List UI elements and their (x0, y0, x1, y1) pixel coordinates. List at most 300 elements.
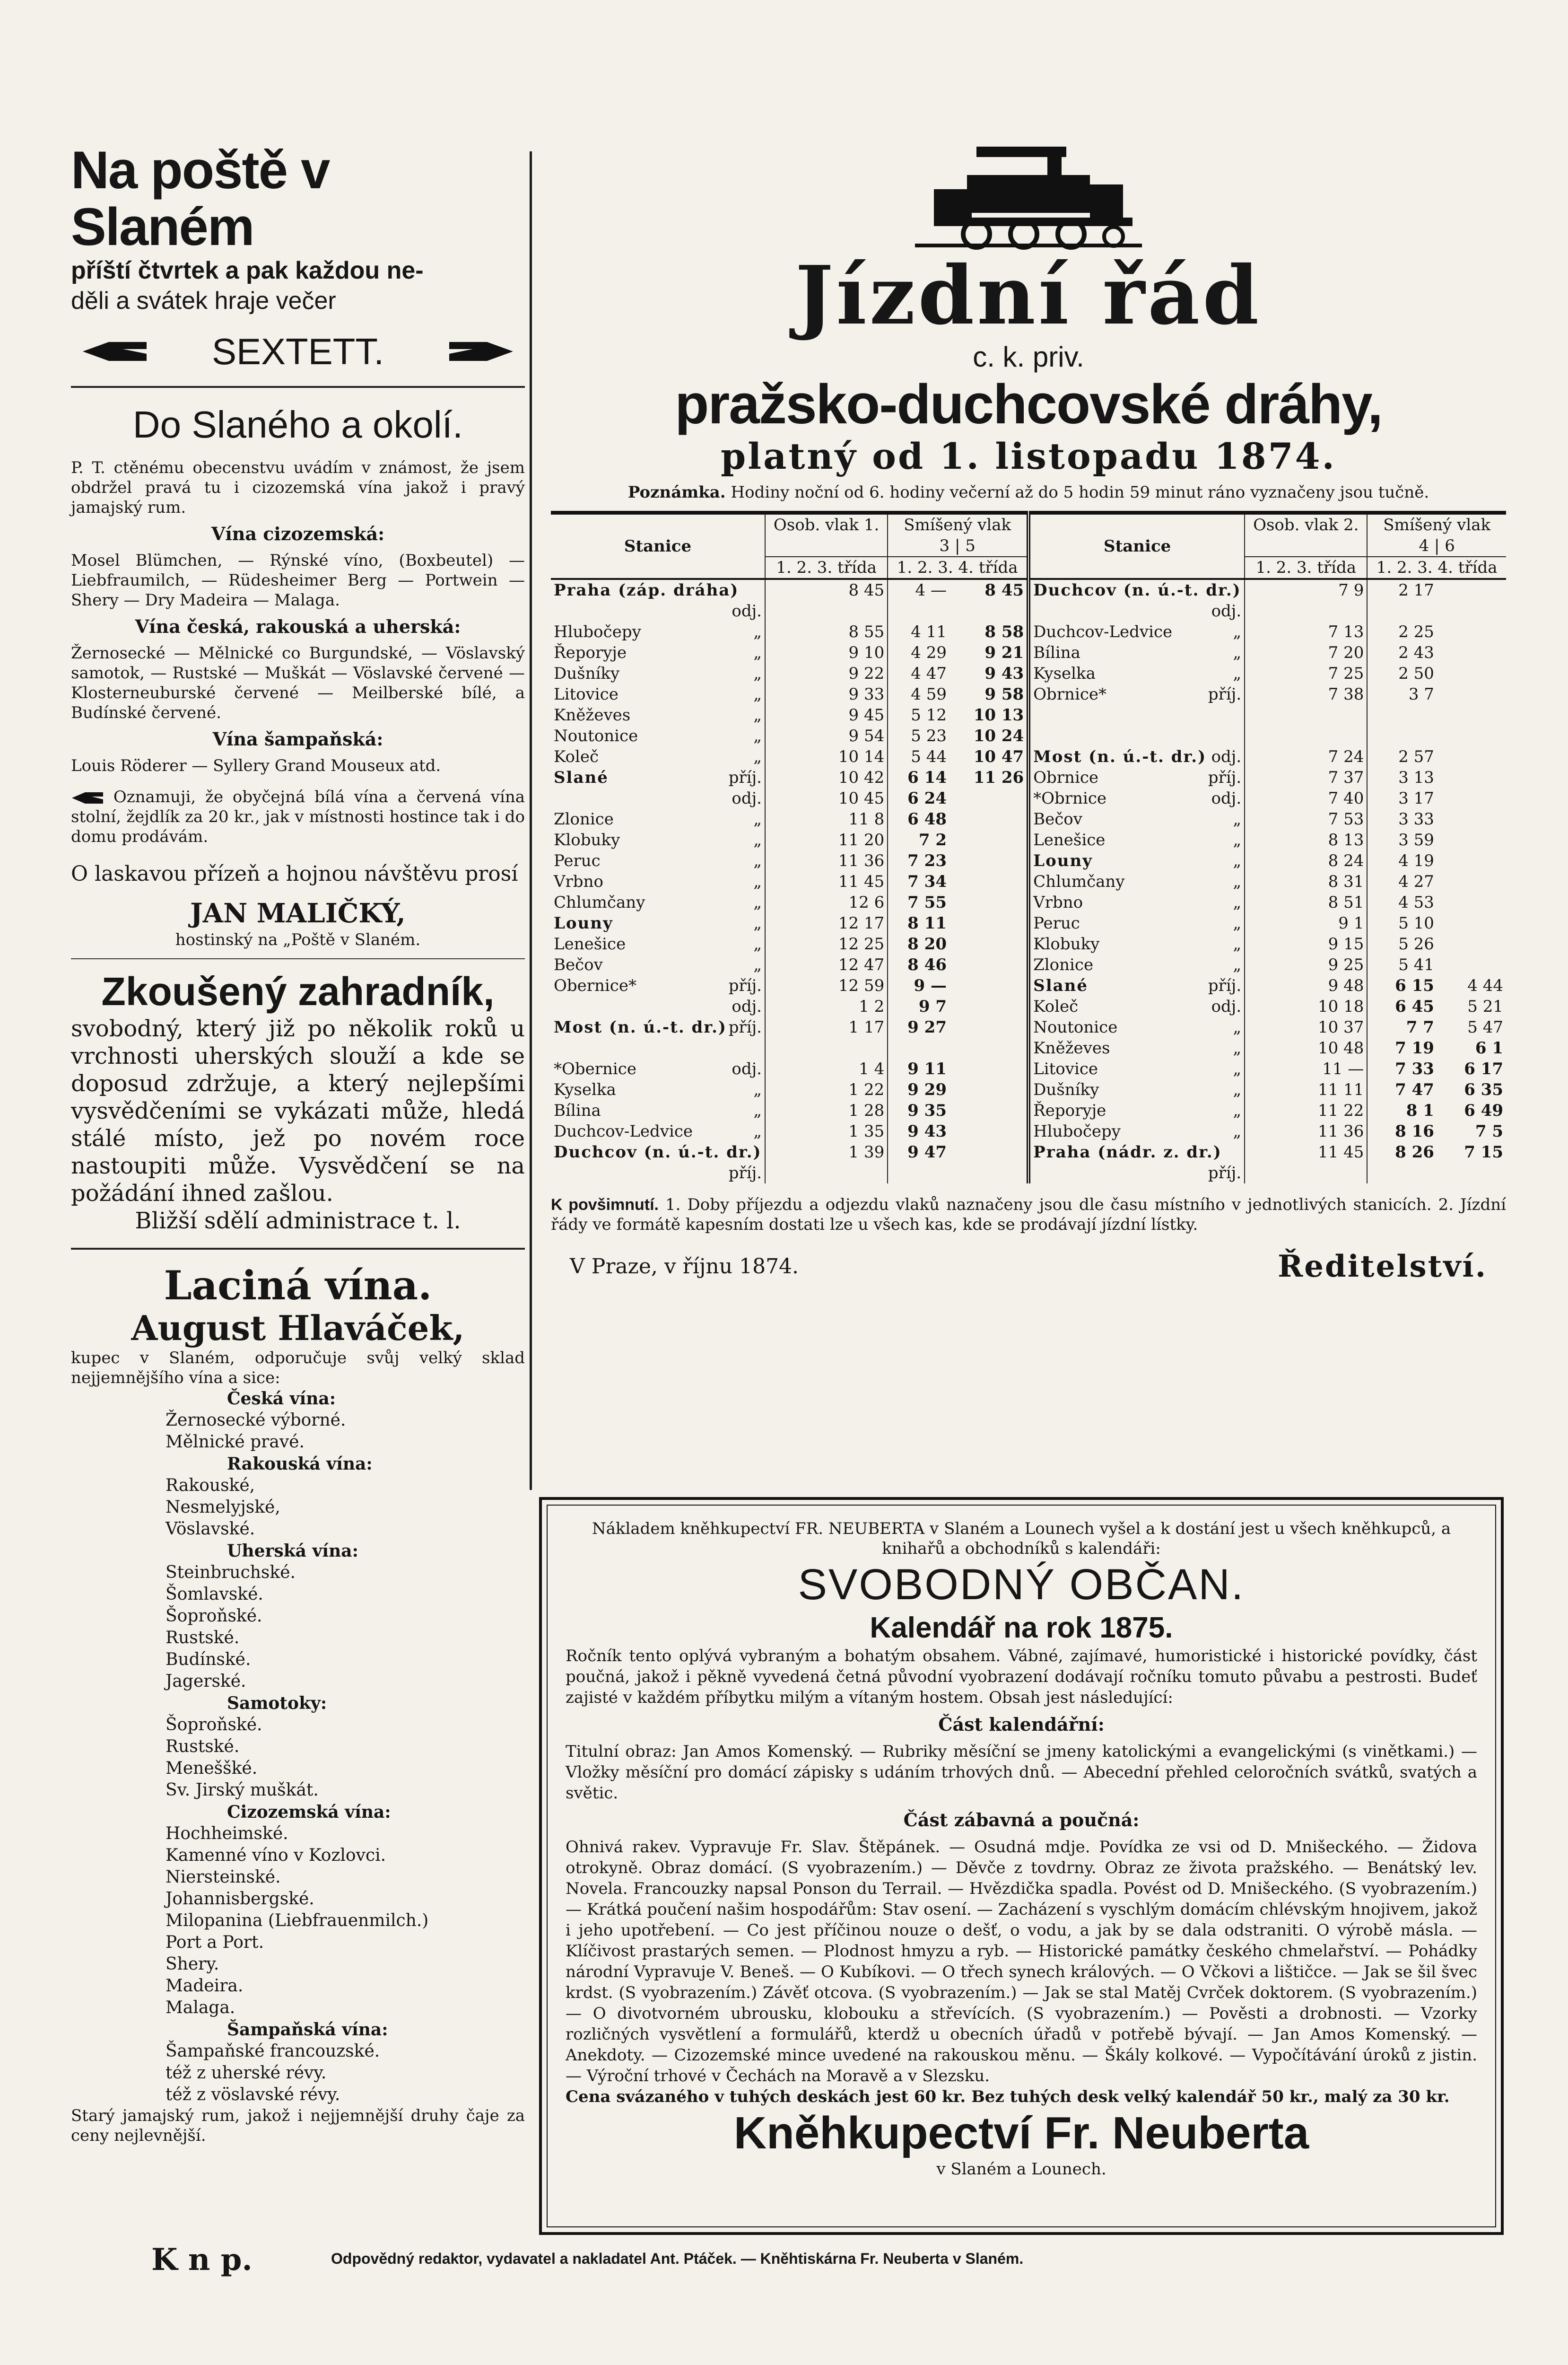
time-cell: 11 26 (950, 767, 1028, 788)
table-row (551, 809, 1506, 830)
station-cell (551, 579, 765, 622)
arrival-departure-mark: odj. (732, 789, 762, 808)
time-cell: 7 20 (1245, 642, 1367, 663)
time-cell: 1 4 (765, 1059, 888, 1079)
time-cell: 10 48 (1245, 1038, 1367, 1059)
time-cell: 11 11 (1245, 1079, 1367, 1100)
col-class-mixed2: 1. 2. 3. 4. třída (1376, 558, 1498, 577)
time-cell: 8 16 (1395, 1122, 1434, 1141)
arrival-departure-mark: příj. (1208, 976, 1242, 995)
wine-group-head: Uherská vína: (227, 1541, 358, 1561)
table-row (551, 996, 1506, 1017)
station-name: Bílina (554, 1101, 601, 1120)
station-name: Klobuky (1033, 935, 1100, 954)
time-cell: 6 15 (1395, 976, 1434, 995)
station-cell (1028, 996, 1245, 1017)
time-cell: 1 39 (765, 1142, 888, 1183)
wine-item: Budínské. (166, 1650, 251, 1669)
col-station-2: Stanice (1028, 513, 1245, 579)
ad-posta-title: Na poště v Slaném (71, 140, 330, 256)
ad-malicky-title: Do Slaného a okolí. (132, 403, 463, 446)
station-cell (551, 642, 765, 663)
time-cell: 4 — (915, 581, 947, 600)
ad-posta-line2: děli a svátek hraje večer (71, 287, 336, 315)
arrival-departure-mark: „ (1233, 1060, 1242, 1078)
col-class-osob2: 1. 2. 3. třída (1245, 557, 1367, 579)
station-name: Most (n. ú.-t. dr.) (1033, 747, 1207, 766)
wine-group-head: Samotoky: (227, 1693, 327, 1713)
box-price: Cena svázaného v tuhých deskách jest 60 kr. Bez tuhých desk velký kalendář 50 kr., malý za 30 kr. (566, 2087, 1450, 2106)
arrival-departure-mark: „ (1233, 643, 1242, 662)
table-row (551, 955, 1506, 975)
station-name: Kyselka (1033, 664, 1096, 683)
arrival-departure-mark: „ (753, 935, 762, 954)
ad-malicky-czech-text: Žernosecké — Mělnické co Burgundské, — Vöslavský samotok, — Rustské — Muškát — Vöslavské červené — Klosterneuburské červené — Meilberské bílé, a Budínské červené. (71, 644, 525, 722)
time-cell: 9 29 (907, 1080, 947, 1099)
time-cell: 9 1 (1245, 913, 1367, 934)
arrival-departure-mark: příj. (1208, 1164, 1242, 1182)
wine-item: Šampaňské francouzské. (166, 2041, 380, 2061)
time-cell: 5 21 (1467, 997, 1503, 1016)
table-row (551, 788, 1506, 809)
time-cell: 8 13 (1245, 830, 1367, 850)
wine-group-head: Šampaňská vína: (227, 2020, 388, 2040)
time-cell: 2 50 (1398, 664, 1434, 683)
station-cell (551, 955, 765, 975)
time-cell (888, 1038, 950, 1059)
table-row (551, 1059, 1506, 1079)
time-cell (950, 850, 1028, 871)
time-cell: 11 36 (765, 850, 888, 871)
wine-item: Meneššké. (166, 1759, 258, 1778)
divider (71, 958, 525, 959)
wine-item: Šoproňské. (166, 1715, 262, 1734)
wine-item: Madeira. (166, 1976, 244, 1996)
time-cell (1245, 726, 1367, 746)
timetable-signature: Ředitelství. (1278, 1249, 1487, 1284)
time-cell: 7 33 (1395, 1060, 1434, 1078)
station-cell (551, 684, 765, 705)
wine-item: Mělnické pravé. (166, 1432, 305, 1452)
time-cell: 9 48 (1245, 975, 1367, 996)
arrival-departure-mark: „ (753, 664, 762, 683)
box-part1: Titulní obraz: Jan Amos Komenský. — Rubriky měsíční se jmeny katolickými a evangelickými (s vinětkami.) — Vložky měsíční pro domácí zápisky s udáním trhových dnů. — Abecední přehled celoročních svátků, svatých a světic. (566, 1742, 1477, 1803)
station-cell (551, 809, 765, 830)
arrival-departure-mark: „ (1233, 872, 1242, 891)
time-cell: 7 24 (1245, 746, 1367, 767)
ad-malicky-notice (71, 787, 525, 847)
station-cell (551, 726, 765, 746)
time-cell (950, 871, 1028, 892)
time-cell (1367, 705, 1437, 726)
time-cell: 8 51 (1245, 892, 1367, 913)
time-cell (950, 1079, 1028, 1100)
arrival-departure-mark: „ (753, 1080, 762, 1099)
time-cell: 11 45 (765, 871, 888, 892)
time-cell: 8 20 (907, 935, 947, 954)
timetable-table (551, 511, 1506, 1183)
footer-text: Odpovědný redaktor, vydavatel a nakladatel Ant. Ptáček. — Kněhtiskárna Fr. Neuberta v Slaném. (331, 2250, 1024, 2267)
time-cell: 1 2 (765, 996, 888, 1017)
time-cell: 8 45 (950, 579, 1028, 622)
station-name: Duchcov (n. ú.-t. dr.) (1033, 581, 1241, 600)
time-cell: 9 43 (907, 1122, 947, 1141)
time-cell: 4 59 (911, 685, 947, 704)
sextett-row (80, 330, 515, 373)
box-publisher-place: v Slaném a Lounech. (936, 2160, 1106, 2179)
time-cell: 7 9 (1245, 579, 1367, 622)
wine-item: Steinbruchské. (166, 1563, 296, 1582)
time-cell: 11 — (1245, 1059, 1367, 1079)
time-cell (950, 892, 1028, 913)
box-publisher: Kněhkupectví Fr. Neuberta (733, 2108, 1309, 2158)
time-cell: 9 43 (950, 663, 1028, 684)
station-cell (1028, 830, 1245, 850)
time-cell (1437, 830, 1506, 850)
station-name: Lenešice (1033, 831, 1106, 850)
station-cell (1028, 767, 1245, 788)
time-cell: 12 47 (765, 955, 888, 975)
time-cell (950, 913, 1028, 934)
table-row (551, 684, 1506, 705)
pointing-hand-icon (80, 333, 151, 370)
time-cell: 6 14 (907, 768, 947, 787)
station-name: Litovice (1033, 1060, 1098, 1078)
arrival-departure-mark: odj. (1211, 789, 1242, 808)
station-cell (551, 1059, 765, 1079)
time-cell: 10 37 (1245, 1017, 1367, 1038)
time-cell: 12 25 (765, 934, 888, 955)
arrival-departure-mark: příj. (728, 976, 762, 995)
ad-malicky-foreign-head: Vína cizozemská: (211, 523, 385, 544)
ad-malicky-champ-head: Vína šampaňská: (212, 728, 383, 750)
ad-malicky-foreign-text: Mosel Blümchen, — Rýnské víno, (Boxbeutel) — Liebfraumilch, — Rüdesheimer Berg — Portwein — Shery — Dry Madeira — Malaga. (71, 551, 525, 610)
box-part2: Ohnivá rakev. Vypravuje Fr. Slav. Štěpánek. — Osudná mdje. Povídka ze vsi od D. Mnišeckého. — Židova otrokyně. Obraz domácí. (S vyobrazením.) — Děvče z tovdrny. Obraz ze života pražského. — Benátský lev. Novela. Francouzky napsal Ponson du Terrail. — Hvězdička spadla. Povést od D. Mnišeckého. (S vyobrazením.) — Krátká poučení našim hospodářům: Stav osení. — Zacházení s vyschlým domácím chlévským hnojivem, jakož i jeho upotřebení. — Co jest příčinou nouze o dešť, o vodu, a jak by se dala odstraniti. O výrobě másla. — Klíčivost prastarých semen. — Plodnost hmyzu a ryb. — Historické památky českého chmelařství. — Pohádky národní Vypravuje V. Beneš. — O Kubíkovi. — O třech synech králových. — O Včkovi a lištičce. — Jak se šil švec krdst. (S vyobrazením.) Závěť otcova. (S vyobrazením.) — Jak se stal Matěj Cvrček doktorem. (S vyobrazením.) — O divotvorném ubrousku, klobouku a střevících. (S vyobrazením.) — Pověsti a drobnosti. — Vzorky rozličných vysvětlení a formulářů, kterdž u obecních úřadů v potřebě bývají. — Jan Amos Komenský. — Anekdoty. — Cizozemské mince uvedené na rakouskou měnu. — Škály kolkové. — Vypočítávání úroků z jistin. — Výroční trhové v Čechách na Moravě a v Slezsku. (566, 1838, 1477, 2085)
wine-item: Šomlavské. (166, 1585, 263, 1604)
time-cell: 8 24 (1245, 850, 1367, 871)
station-name: Duchcov-Ledvice (554, 1122, 693, 1141)
station-name: Obernice* (554, 976, 636, 995)
time-cell: 12 59 (765, 975, 888, 996)
time-cell: 7 34 (907, 872, 947, 891)
station-name: Slané (554, 768, 609, 787)
wine-group-head: Česká vína: (227, 1389, 336, 1409)
time-cell (950, 1100, 1028, 1121)
time-cell: 9 25 (1245, 955, 1367, 975)
station-name: Duchcov-Ledvice (1033, 622, 1173, 641)
wine-item: Jagerské. (166, 1672, 246, 1691)
arrival-departure-mark: odj. (1211, 747, 1242, 766)
table-row (551, 1100, 1506, 1121)
ad-zahradnik-more: Bližší sdělí administrace t. l. (135, 1208, 461, 1234)
ad-hlavacek-title: Laciná vína. (164, 1262, 432, 1309)
arrival-departure-mark: „ (1233, 810, 1242, 829)
arrival-departure-mark: odj. (732, 1060, 762, 1078)
time-cell: 7 2 (918, 831, 947, 850)
time-cell (1437, 579, 1506, 622)
station-cell (551, 975, 765, 996)
arrival-departure-mark: odj. (732, 602, 762, 621)
station-name: Zlonice (554, 810, 614, 829)
station-name: Hlubočepy (1033, 1122, 1121, 1141)
table-row (551, 1142, 1506, 1183)
station-cell (551, 788, 765, 809)
arrival-departure-mark: „ (753, 893, 762, 912)
time-cell: 10 47 (950, 746, 1028, 767)
time-cell: 4 47 (911, 664, 947, 683)
time-cell (1437, 913, 1506, 934)
table-row (551, 746, 1506, 767)
table-row (551, 1121, 1506, 1142)
station-cell (1028, 1079, 1245, 1100)
time-cell (950, 975, 1028, 996)
arrival-departure-mark: příj. (1208, 685, 1242, 704)
time-cell (950, 788, 1028, 809)
station-cell (1028, 1121, 1245, 1142)
station-cell (551, 622, 765, 642)
station-cell (551, 913, 765, 934)
table-row (551, 705, 1506, 726)
station-cell (551, 705, 765, 726)
station-name: Obrnice (1033, 768, 1098, 787)
box-subtitle: Kalendář na rok 1875. (870, 1612, 1173, 1644)
station-name: Klobuky (554, 831, 620, 850)
time-cell: 8 11 (907, 914, 947, 933)
time-cell (950, 955, 1028, 975)
table-row (551, 934, 1506, 955)
col-osob1: Osob. vlak 1. (765, 513, 888, 557)
col-mixed1: Smíšený vlak 3 | 5 (888, 513, 1028, 557)
time-cell (1437, 871, 1506, 892)
time-cell: 10 14 (765, 746, 888, 767)
wine-group-head: Cizozemská vína: (227, 1802, 391, 1822)
wine-item: Vöslavské. (166, 1519, 255, 1539)
time-cell: 9 — (914, 976, 947, 995)
time-cell (1437, 892, 1506, 913)
arrival-departure-mark: odj. (1211, 602, 1242, 621)
arrival-departure-mark: odj. (732, 997, 762, 1016)
time-cell: 3 33 (1398, 810, 1434, 829)
time-cell: 6 35 (1464, 1080, 1503, 1099)
timetable-place-date: V Praze, v říjnu 1874. (570, 1254, 799, 1279)
station-cell (1028, 892, 1245, 913)
time-cell: 7 15 (1464, 1143, 1503, 1162)
time-cell: 2 25 (1398, 622, 1434, 641)
time-cell (1437, 955, 1506, 975)
time-cell: 4 53 (1398, 893, 1434, 912)
station-name: Most (n. ú.-t. dr.) (554, 1018, 727, 1037)
time-cell: 9 21 (950, 642, 1028, 663)
timetable-title: Jízdní řád (795, 248, 1262, 343)
time-cell: 12 6 (765, 892, 888, 913)
time-cell: 9 54 (765, 726, 888, 746)
time-cell: 10 24 (950, 726, 1028, 746)
time-cell: 1 22 (765, 1079, 888, 1100)
time-cell: 8 46 (907, 955, 947, 974)
time-cell: 10 13 (950, 705, 1028, 726)
time-cell: 5 47 (1467, 1018, 1503, 1037)
station-name: Lenešice (554, 935, 626, 954)
wine-group-head: Rakouská vína: (227, 1454, 373, 1474)
col-osob2: Osob. vlak 2. (1245, 513, 1367, 557)
time-cell: 7 23 (907, 851, 947, 870)
time-cell: 7 13 (1245, 622, 1367, 642)
station-name: Peruc (1033, 914, 1080, 933)
time-cell: 5 26 (1398, 935, 1434, 954)
timetable-body (551, 579, 1506, 1183)
time-cell: 5 23 (911, 727, 947, 745)
arrival-departure-mark: příj. (728, 1018, 762, 1037)
station-name: Litovice (554, 685, 618, 704)
station-cell (1028, 622, 1245, 642)
time-cell: 7 25 (1245, 663, 1367, 684)
ad-malicky (71, 401, 525, 950)
wine-item: Shery. (166, 1954, 219, 1974)
calendar-ad-box (539, 1497, 1504, 2235)
time-cell: 1 17 (765, 1017, 888, 1038)
station-cell (1028, 850, 1245, 871)
table-row (551, 1038, 1506, 1059)
sextett-label: SEXTETT. (211, 331, 384, 372)
wine-item: Rustské. (166, 1737, 240, 1756)
station-name: Bečov (554, 955, 603, 974)
station-name: Louny (554, 914, 613, 933)
arrival-departure-mark: „ (753, 747, 762, 766)
time-cell: 7 53 (1245, 809, 1367, 830)
footer-mark: K n p. (151, 2242, 253, 2277)
timetable-footnote (551, 1195, 1506, 1235)
time-cell: 4 29 (911, 643, 947, 662)
station-name: Praha (nádr. z. dr.) (1033, 1143, 1222, 1162)
station-cell (551, 1142, 765, 1183)
table-row (551, 975, 1506, 996)
time-cell (1437, 746, 1506, 767)
station-cell (1028, 1142, 1245, 1183)
time-cell: 4 19 (1398, 851, 1434, 870)
time-cell: 8 1 (1406, 1101, 1434, 1120)
ad-malicky-notice-text: Oznamuji, že obyčejná bílá vína a červená vína stolní, žejdlík za 20 kr., jak v místnosti hostince tak i do domu prodávám. (71, 788, 525, 846)
time-cell (1245, 705, 1367, 726)
divider (71, 386, 525, 388)
arrival-departure-mark: odj. (1211, 997, 1242, 1016)
wine-item: Johannisbergské. (166, 1889, 314, 1909)
col-class-mixed1: 1. 2. 3. 4. třída (888, 557, 1028, 579)
box-desc: Ročník tento oplývá vybraným a bohatým obsahem. Vábné, zajímavé, humoristické i historické povídky, část poučná, jakož i pěkně vyvedená četná původní vyobrazení dodávají ročníku tomuto půvabu a pestrosti. Budeť zajisté v každém příbytku milým a vítaným hostem. Obsah jest následující: (566, 1647, 1477, 1707)
wine-item: Šoproňské. (166, 1606, 262, 1626)
table-row (551, 1079, 1506, 1100)
time-cell: 7 40 (1245, 788, 1367, 809)
time-cell: 5 44 (911, 747, 947, 766)
arrival-departure-mark: „ (753, 955, 762, 974)
arrival-departure-mark: „ (1233, 955, 1242, 974)
box-title: SVOBODNÝ OBČAN. (798, 1560, 1245, 1609)
time-cell: 8 26 (1395, 1143, 1434, 1162)
wine-item: Rakouské, (166, 1476, 255, 1495)
time-cell: 8 58 (950, 622, 1028, 642)
time-cell (1437, 767, 1506, 788)
station-name: Hlubočepy (554, 622, 641, 641)
ad-malicky-closing: O laskavou přízeň a hojnou návštěvu prosí (71, 862, 518, 886)
time-cell (1437, 934, 1506, 955)
ad-posta-line1: příští čtvrtek a pak každou ne- (71, 257, 424, 284)
time-cell (1367, 726, 1437, 746)
time-cell (765, 1038, 888, 1059)
station-cell (551, 850, 765, 871)
timetable-section (537, 142, 1511, 1284)
time-cell: 11 22 (1245, 1100, 1367, 1121)
station-cell (1028, 1059, 1245, 1079)
time-cell: 2 43 (1398, 643, 1434, 662)
station-name: Bílina (1033, 643, 1080, 662)
station-name: Obrnice* (1033, 685, 1106, 704)
table-header-row (551, 513, 1506, 557)
time-cell: 4 11 (911, 622, 947, 641)
col-class-osob1: 1. 2. 3. třída (765, 557, 888, 579)
station-name: Chlumčany (554, 893, 645, 912)
station-cell (1028, 913, 1245, 934)
station-name: Bečov (1033, 810, 1082, 829)
station-name: Zlonice (1033, 955, 1094, 974)
arrival-departure-mark: příj. (728, 768, 762, 787)
column-divider (530, 151, 532, 1490)
station-cell (1028, 579, 1245, 622)
ad-posta (71, 142, 525, 373)
arrival-departure-mark: „ (1233, 831, 1242, 850)
arrival-departure-mark: „ (753, 643, 762, 662)
time-cell: 9 11 (907, 1060, 947, 1078)
wine-item: Milopanina (Liebfrauenmilch.) (166, 1911, 429, 1930)
time-cell: 7 55 (907, 893, 947, 912)
table-row (551, 622, 1506, 642)
table-row (551, 850, 1506, 871)
time-cell: 9 33 (765, 684, 888, 705)
time-cell: 3 13 (1398, 768, 1434, 787)
time-cell (1437, 705, 1506, 726)
station-cell (551, 934, 765, 955)
time-cell: 7 38 (1245, 684, 1367, 705)
arrival-departure-mark: „ (1233, 935, 1242, 954)
ad-zahradnik (71, 968, 525, 1235)
time-cell: 6 1 (1475, 1039, 1503, 1058)
station-cell (551, 871, 765, 892)
time-cell (1437, 788, 1506, 809)
arrival-departure-mark: „ (1233, 893, 1242, 912)
ad-hlavacek-intro: kupec v Slaném, odporučuje svůj velký sklad nejjemnějšího vína a sice: (71, 1349, 525, 1387)
time-cell: 9 58 (950, 684, 1028, 705)
time-cell: 11 8 (765, 809, 888, 830)
arrival-departure-mark: „ (1233, 1080, 1242, 1099)
station-name: Koleč (554, 747, 599, 766)
station-cell (551, 1121, 765, 1142)
station-cell (1028, 684, 1245, 705)
arrival-departure-mark: příj. (1208, 768, 1242, 787)
station-cell (551, 767, 765, 788)
arrival-departure-mark: „ (1233, 664, 1242, 683)
table-row (551, 642, 1506, 663)
timetable-note-label: Poznámka. (627, 483, 726, 502)
time-cell (950, 1142, 1028, 1183)
time-cell: 10 45 (765, 788, 888, 809)
time-cell: 7 5 (1475, 1122, 1503, 1141)
table-row (551, 1017, 1506, 1038)
time-cell: 2 17 (1398, 581, 1434, 600)
station-name: Chlumčany (1033, 872, 1125, 891)
ad-malicky-sign: hostinský na „Poště v Slaném. (175, 930, 421, 949)
arrival-departure-mark: „ (753, 914, 762, 933)
time-cell: 4 27 (1398, 872, 1434, 891)
time-cell: 12 17 (765, 913, 888, 934)
station-name: Praha (záp. dráha) (554, 581, 739, 600)
